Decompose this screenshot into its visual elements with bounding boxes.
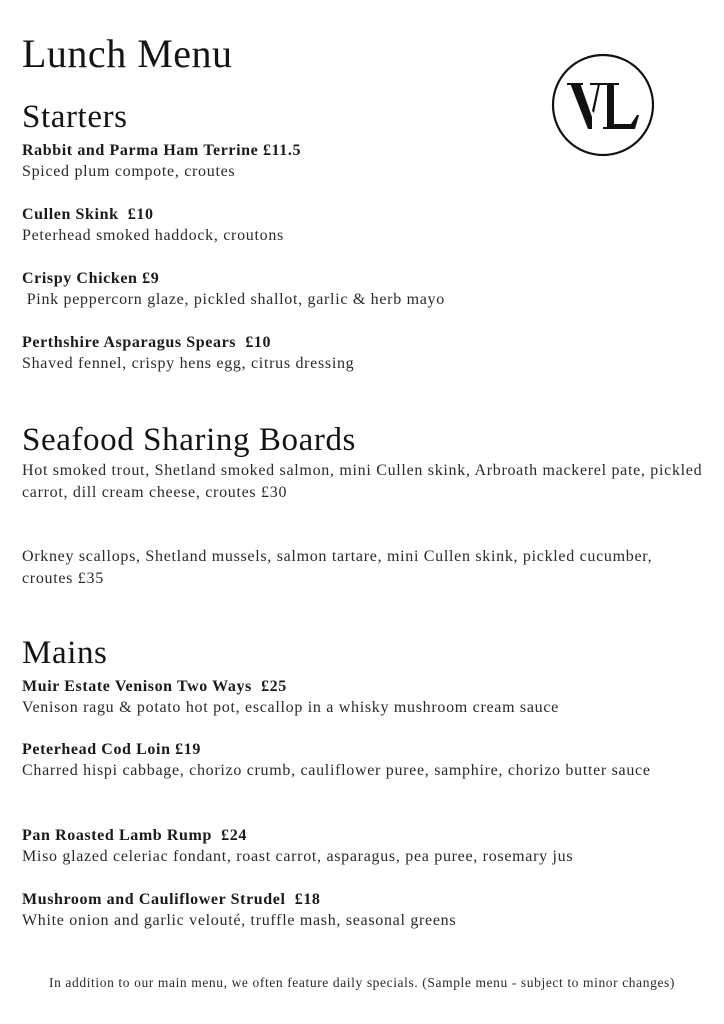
sharing-board-description: Orkney scallops, Shetland mussels, salmon tartare, mini Cullen skink, pickled cucumber, croutes £35 bbox=[22, 548, 653, 587]
menu-item bbox=[22, 739, 712, 782]
menu-item bbox=[22, 268, 712, 311]
menu-item bbox=[22, 140, 712, 183]
item-name: Muir Estate Venison Two Ways £25 bbox=[22, 678, 287, 695]
item-name: Pan Roasted Lamb Rump £24 bbox=[22, 827, 247, 844]
item-description: Spiced plum compote, croutes bbox=[22, 163, 236, 180]
item-description: Pink peppercorn glaze, pickled shallot, garlic & herb mayo bbox=[22, 291, 445, 308]
section-heading-starters: Starters bbox=[22, 99, 128, 135]
item-description: Charred hispi cabbage, chorizo crumb, cauliflower puree, samphire, chorizo butter sauce bbox=[22, 762, 651, 779]
menu-item bbox=[22, 676, 712, 719]
item-name: Peterhead Cod Loin £19 bbox=[22, 741, 201, 758]
item-name: Crispy Chicken £9 bbox=[22, 270, 160, 287]
page-title: Lunch Menu bbox=[22, 31, 233, 76]
item-name: Rabbit and Parma Ham Terrine £11.5 bbox=[22, 142, 302, 159]
item-name: Cullen Skink £10 bbox=[22, 206, 154, 223]
menu-item bbox=[22, 889, 712, 932]
menu-item bbox=[22, 825, 712, 868]
section-heading-seafood: Seafood Sharing Boards bbox=[22, 422, 356, 458]
menu-item bbox=[22, 332, 712, 375]
item-name: Mushroom and Cauliflower Strudel £18 bbox=[22, 891, 321, 908]
item-description: Miso glazed celeriac fondant, roast carrot, asparagus, pea puree, rosemary jus bbox=[22, 848, 574, 865]
footer-note: In addition to our main menu, we often feature daily specials. (Sample menu - subject to minor changes) bbox=[48, 975, 675, 990]
section-heading-mains: Mains bbox=[22, 635, 108, 671]
sharing-board-description: Hot smoked trout, Shetland smoked salmon, mini Cullen skink, Arbroath mackerel pate, pickled carrot, dill cream cheese, croutes £30 bbox=[22, 462, 703, 501]
item-description: Shaved fennel, crispy hens egg, citrus dressing bbox=[22, 355, 355, 372]
item-description: White onion and garlic velouté, truffle mash, seasonal greens bbox=[22, 912, 457, 929]
menu-item bbox=[22, 204, 712, 247]
item-description: Peterhead smoked haddock, croutons bbox=[22, 227, 284, 244]
item-description: Venison ragu & potato hot pot, escallop in a whisky mushroom cream sauce bbox=[22, 699, 559, 716]
item-name: Perthshire Asparagus Spears £10 bbox=[22, 334, 272, 351]
